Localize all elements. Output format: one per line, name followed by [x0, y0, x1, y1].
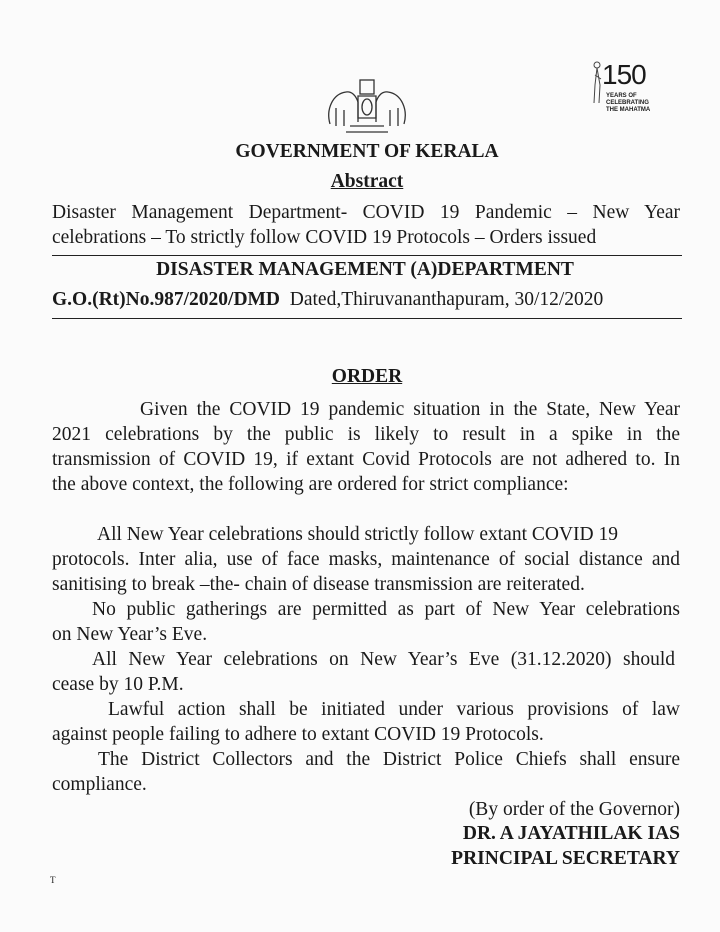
divider — [52, 318, 682, 319]
logo-caption-line: THE MAHATMA — [606, 107, 651, 113]
order-line: cease by 10 P.M. — [52, 674, 184, 695]
order-line: All New Year celebrations should strictly follow extant COVID 19 — [97, 524, 618, 545]
go-date: Dated,Thiruvananthapuram, 30/12/2020 — [289, 289, 604, 310]
divider — [52, 255, 682, 256]
footer-fragment: T — [50, 875, 56, 885]
department-heading: DISASTER MANAGEMENT (A)DEPARTMENT — [156, 259, 574, 280]
logo-caption-line: CELEBRATING — [606, 100, 649, 106]
order-line: Given the COVID 19 pandemic situation in the State, New Year — [140, 399, 680, 420]
order-line: compliance. — [52, 774, 147, 795]
logo-number: 150 — [602, 59, 646, 90]
abstract-heading: Abstract — [330, 171, 404, 192]
order-line: The District Collectors and the District Police Chiefs shall ensure — [98, 749, 680, 770]
signatory-name: DR. A JAYATHILAK IAS — [462, 823, 680, 844]
order-line: protocols. Inter alia, use of face masks, maintenance of social distance and — [52, 549, 680, 570]
order-line: sanitising to break –the- chain of disease transmission are reiterated. — [52, 574, 585, 595]
logo-caption-line: YEARS OF — [606, 93, 637, 99]
government-heading: GOVERNMENT OF KERALA — [235, 141, 499, 162]
order-title: ORDER — [331, 366, 403, 387]
by-order-line: (By order of the Governor) — [468, 799, 680, 820]
subject-line: Disaster Management Department- COVID 19 Pandemic – New Year — [52, 202, 680, 223]
gandhi-150-logo — [590, 60, 670, 122]
signatory-designation: PRINCIPAL SECRETARY — [451, 848, 680, 869]
kerala-emblem — [322, 72, 412, 136]
go-reference — [52, 288, 603, 312]
order-line: 2021 celebrations by the public is likely to result in a spike in the — [52, 424, 680, 445]
order-line: the above context, the following are ordered for strict compliance: — [52, 474, 569, 495]
order-line: against people failing to adhere to extant COVID 19 Protocols. — [52, 724, 544, 745]
go-number: G.O.(Rt)No.987/2020/DMD — [52, 289, 281, 310]
order-line: Lawful action shall be initiated under various provisions of law — [108, 699, 680, 720]
order-line: on New Year’s Eve. — [52, 624, 208, 645]
logo-caption — [606, 93, 650, 114]
subject-line: celebrations – To strictly follow COVID 19 Protocols – Orders issued — [52, 227, 597, 248]
order-line: transmission of COVID 19, if extant Covid Protocols are not adhered to. In — [52, 449, 680, 470]
order-line: No public gatherings are permitted as part of New Year celebrations — [92, 599, 680, 620]
order-line: All New Year celebrations on New Year’s Eve (31.12.2020) should — [92, 649, 675, 670]
